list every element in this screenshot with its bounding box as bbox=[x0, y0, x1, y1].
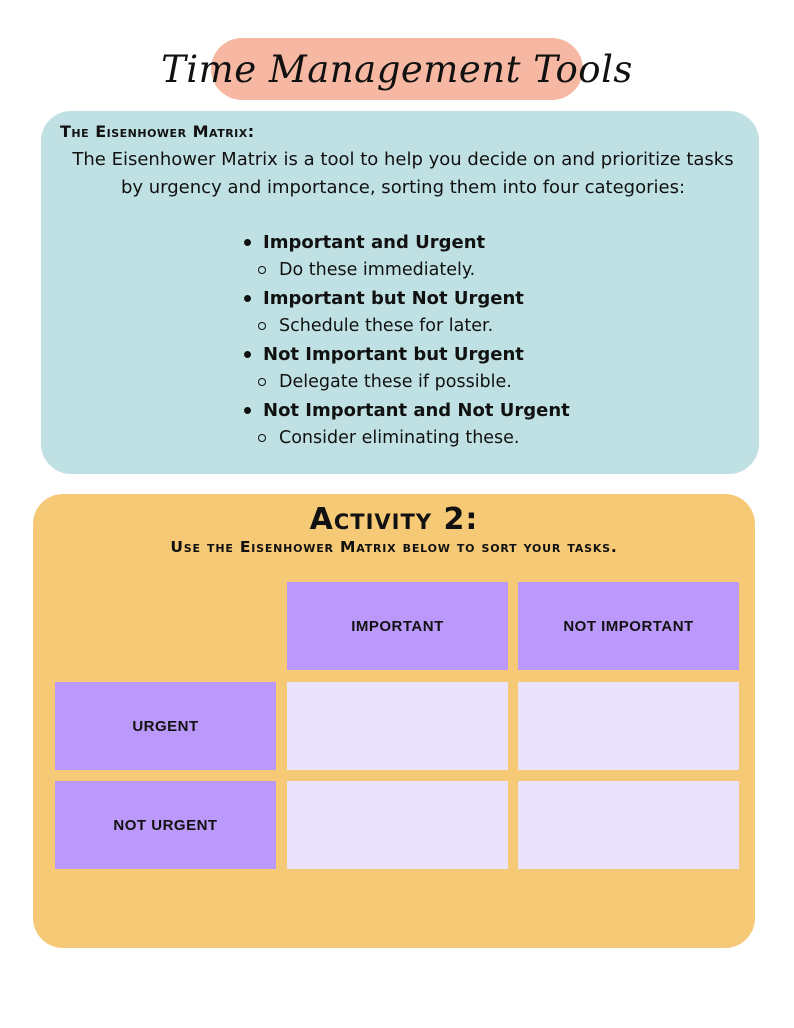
category-action: Consider eliminating these. bbox=[279, 428, 520, 448]
title-banner bbox=[161, 38, 633, 100]
hollow-bullet-icon bbox=[258, 322, 266, 330]
matrix-cell-urgent-important[interactable] bbox=[287, 682, 508, 770]
list-item bbox=[244, 396, 570, 452]
list-item bbox=[244, 340, 570, 396]
hollow-bullet-icon bbox=[258, 266, 266, 274]
list-item bbox=[244, 228, 570, 284]
bullet-icon bbox=[244, 351, 251, 358]
activity-panel bbox=[33, 494, 755, 948]
category-action: Do these immediately. bbox=[279, 260, 476, 280]
row-header-urgent: URGENT bbox=[55, 682, 276, 770]
matrix-cell-not-urgent-important[interactable] bbox=[287, 781, 508, 869]
bullet-icon bbox=[244, 239, 251, 246]
matrix-cell-not-urgent-not-important[interactable] bbox=[518, 781, 739, 869]
category-list bbox=[244, 228, 570, 452]
activity-title: Activity 2: bbox=[309, 502, 479, 537]
row-header-not-urgent: NOT URGENT bbox=[55, 781, 276, 869]
col-header-not-important: NOT IMPORTANT bbox=[518, 582, 739, 670]
page-title: Time Management Tools bbox=[161, 47, 633, 91]
hollow-bullet-icon bbox=[258, 378, 266, 386]
hollow-bullet-icon bbox=[258, 434, 266, 442]
category-label: Not Important but Urgent bbox=[263, 343, 524, 365]
col-header-important: IMPORTANT bbox=[287, 582, 508, 670]
list-item bbox=[244, 284, 570, 340]
category-label: Important and Urgent bbox=[263, 231, 486, 253]
category-action: Delegate these if possible. bbox=[279, 372, 512, 392]
section-heading: The Eisenhower Matrix: bbox=[60, 122, 255, 141]
eisenhower-info-panel bbox=[41, 111, 759, 474]
section-description: The Eisenhower Matrix is a tool to help you decide on and prioritize tasks by urgency and importance, sorting them into four categories: bbox=[72, 149, 734, 198]
matrix-cell-urgent-not-important[interactable] bbox=[518, 682, 739, 770]
bullet-icon bbox=[244, 295, 251, 302]
category-action: Schedule these for later. bbox=[279, 316, 494, 336]
category-label: Not Important and Not Urgent bbox=[263, 399, 570, 421]
category-label: Important but Not Urgent bbox=[263, 287, 524, 309]
activity-instruction: Use the Eisenhower Matrix below to sort your tasks. bbox=[170, 538, 618, 556]
bullet-icon bbox=[244, 407, 251, 414]
